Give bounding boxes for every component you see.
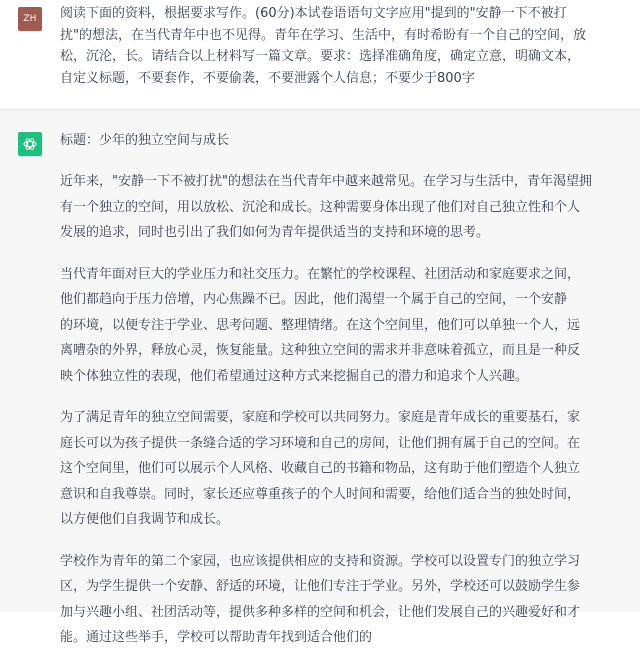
user-avatar: ZH bbox=[18, 7, 42, 31]
essay-title: 标题：少年的独立空间与成长 bbox=[60, 133, 230, 148]
assistant-reply bbox=[60, 130, 628, 667]
assistant-message-block bbox=[0, 110, 640, 645]
essay-paragraph-4: 学校作为青年的第二个家园，也应该提供相应的支持和资源。学校可以设置专门的独立学习 区，为学生提供一个安静、舒适的环境，让他们专注于学业。另外，学校还可以鼓励学生参 加与兴趣小组、社团活动等，提供多种多样的空间和机会，让他们发展自己的兴趣爱好和才 能。通过这些举手，学校可以帮助青年找到适合他们的 bbox=[60, 553, 581, 645]
openai-logo-icon-svg bbox=[22, 136, 38, 152]
essay-paragraph-1: 近年来，"安静一下不被打扰"的想法在当代青年中越来越常见。在学习与生活中，青年渴望拥 有一个独立的空间，用以放松、沉沦和成长。这种需要身体出现了他们对自己独立性和个人 发展的追求，同时也引出了我们如何为青年提供适当的支持和环境的思考。 bbox=[60, 174, 592, 240]
essay-paragraph-3: 为了满足青年的独立空间需要，家庭和学校可以共同努力。家庭是青年成长的重要基石，家 庭长可以为孩子提供一条缝合适的学习环境和自己的房间，让他们拥有属于自己的空间。在 这个空间里，他们可以展示个人风格、收藏自己的书籍和物品，这有助于他们塑造个人独立 意识和自我尊崇。同时，家长还应尊重孩子的个人时间和需要，给他们适合当的独处时间， 以方便他们自我调节和成长。 bbox=[60, 410, 581, 527]
openai-logo-icon bbox=[18, 132, 42, 156]
user-message-text: 阅读下面的资料，根据要求写作。(60分)本试卷语语句文字应用"提到的"安静一下不被打 扰"的想法，在当代青年中也不见得。青年在学习、生活中，有时希盼有一个自己的空间，放 松，沉沦，长。请结合以上材料写一篇文章。要求：选择准确角度，确定立意，明确文本， 自定义标题，不要套作，不要偷袭，不要泄露个人信息；不要少于800字 bbox=[60, 6, 586, 86]
user-message-block bbox=[0, 0, 640, 110]
essay-paragraph-2: 当代青年面对巨大的学业压力和社交压力。在繁忙的学校课程、社团活动和家庭要求之间， 他们都趋向于压力倍增，内心焦躁不已。因此，他们渴望一个属于自己的空间，一个安静 的环境，以便专注于学业、思考问题、整理情绪。在这个空间里，他们可以单独一个人，远 离嘈杂的外界，释放心灵，恢复能量。这种独立空间的需求并非意味着孤立，而且是一种反 映个体独立性的表现，他们希望通过这种方式来挖掘自己的潜力和追求个人兴趣。 bbox=[60, 266, 581, 384]
